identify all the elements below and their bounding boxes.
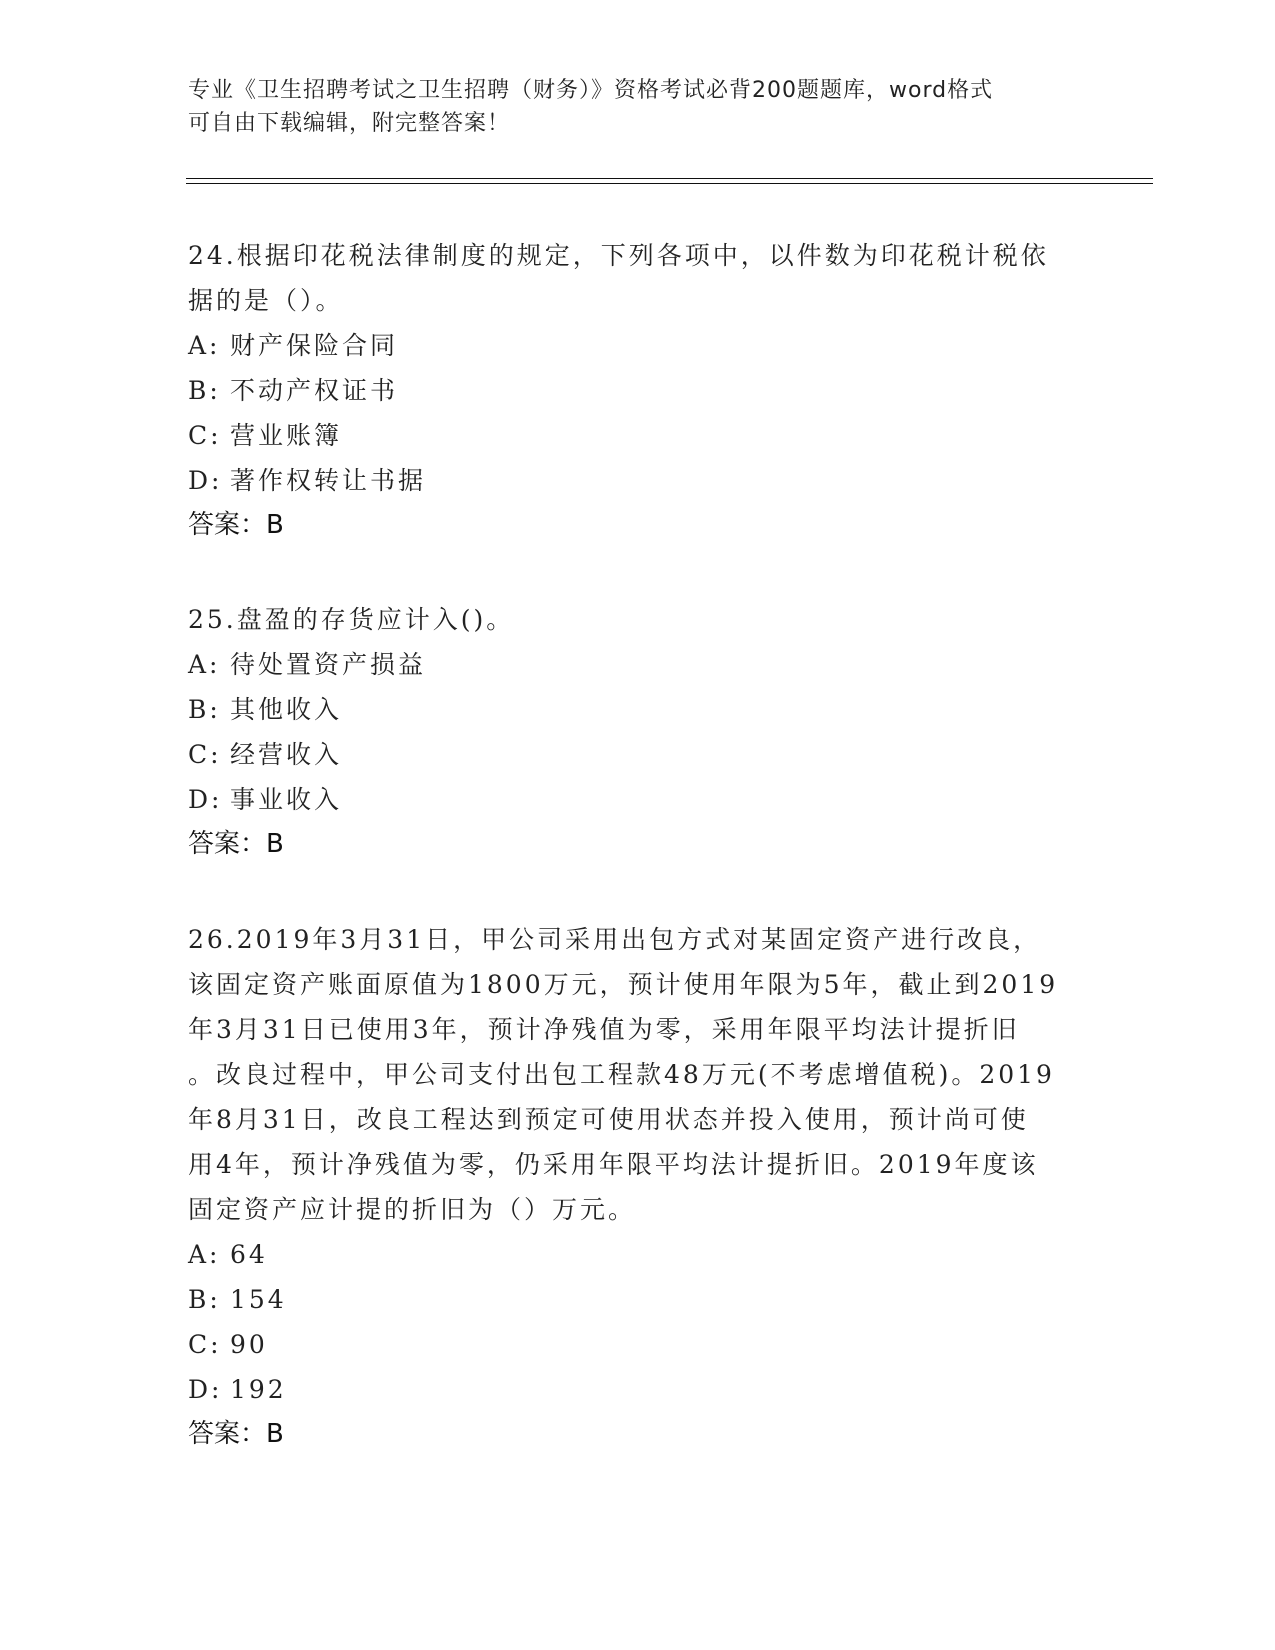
option-b bbox=[188, 687, 1088, 732]
option-key: B: bbox=[188, 695, 221, 724]
option-text: 营业账簿 bbox=[230, 421, 343, 450]
option-d bbox=[188, 1367, 1088, 1412]
option-text: 经营收入 bbox=[230, 740, 343, 769]
option-key: C: bbox=[188, 740, 222, 769]
option-key: C: bbox=[188, 1330, 222, 1359]
option-text: 财产保险合同 bbox=[230, 331, 399, 360]
option-d bbox=[188, 777, 1088, 822]
option-key: D: bbox=[188, 466, 223, 495]
header-divider-bottom bbox=[186, 183, 1153, 184]
option-key: B: bbox=[188, 376, 221, 405]
option-text: 其他收入 bbox=[230, 695, 343, 724]
option-key: D: bbox=[188, 785, 223, 814]
option-text: 待处置资产损益 bbox=[230, 650, 427, 679]
question-stem-line: 据的是（）。 bbox=[188, 286, 344, 315]
header-line-1: 专业《卫生招聘考试之卫生招聘（财务）》资格考试必背200题题库，word格式 bbox=[188, 78, 994, 103]
option-a bbox=[188, 323, 1088, 368]
option-c bbox=[188, 1322, 1088, 1367]
question-stem bbox=[188, 917, 1088, 1232]
option-b bbox=[188, 368, 1088, 413]
answer-line: 答案：B bbox=[188, 510, 284, 540]
question-stem-line: 26.2019年3月31日，甲公司采用出包方式对某固定资产进行改良， bbox=[188, 925, 1042, 954]
option-c bbox=[188, 732, 1088, 777]
option-text: 154 bbox=[230, 1285, 287, 1314]
option-key: D: bbox=[188, 1375, 223, 1404]
answer-line: 答案：B bbox=[188, 829, 284, 859]
question-26 bbox=[188, 917, 1088, 1457]
option-d bbox=[188, 458, 1088, 503]
question-stem-line: 用4年，预计净残值为零，仍采用年限平均法计提折旧。2019年度该 bbox=[188, 1150, 1039, 1179]
option-text: 不动产权证书 bbox=[230, 376, 399, 405]
question-24 bbox=[188, 233, 1088, 548]
option-text: 事业收入 bbox=[230, 785, 343, 814]
question-stem bbox=[188, 597, 1088, 642]
option-text: 64 bbox=[230, 1240, 268, 1269]
header-line-2: 可自由下载编辑，附完整答案！ bbox=[188, 111, 511, 136]
option-a bbox=[188, 1232, 1088, 1277]
option-key: C: bbox=[188, 421, 222, 450]
option-key: B: bbox=[188, 1285, 221, 1314]
header-divider-top bbox=[186, 178, 1153, 179]
option-c bbox=[188, 413, 1088, 458]
option-text: 著作权转让书据 bbox=[230, 466, 427, 495]
question-stem-line: 年8月31日，改良工程达到预定可使用状态并投入使用，预计尚可使 bbox=[188, 1105, 1029, 1134]
option-key: A: bbox=[188, 650, 221, 679]
option-text: 90 bbox=[230, 1330, 268, 1359]
question-stem-line: 25.盘盈的存货应计入()。 bbox=[188, 605, 515, 634]
answer-line: 答案：B bbox=[188, 1419, 284, 1449]
question-stem-line: 年3月31日已使用3年，预计净残值为零，采用年限平均法计提折旧 bbox=[188, 1015, 1020, 1044]
option-text: 192 bbox=[230, 1375, 287, 1404]
document-header bbox=[188, 74, 1088, 140]
option-a bbox=[188, 642, 1088, 687]
question-25 bbox=[188, 597, 1088, 867]
question-stem-line: 。改良过程中，甲公司支付出包工程款48万元(不考虑增值税)。2019 bbox=[188, 1060, 1055, 1089]
option-b bbox=[188, 1277, 1088, 1322]
question-stem bbox=[188, 233, 1088, 323]
option-key: A: bbox=[188, 331, 221, 360]
question-stem-line: 24.根据印花税法律制度的规定，下列各项中，以件数为印花税计税依 bbox=[188, 241, 1049, 270]
question-stem-line: 固定资产应计提的折旧为（）万元。 bbox=[188, 1195, 637, 1224]
option-key: A: bbox=[188, 1240, 221, 1269]
question-stem-line: 该固定资产账面原值为1800万元，预计使用年限为5年，截止到2019 bbox=[188, 970, 1059, 999]
